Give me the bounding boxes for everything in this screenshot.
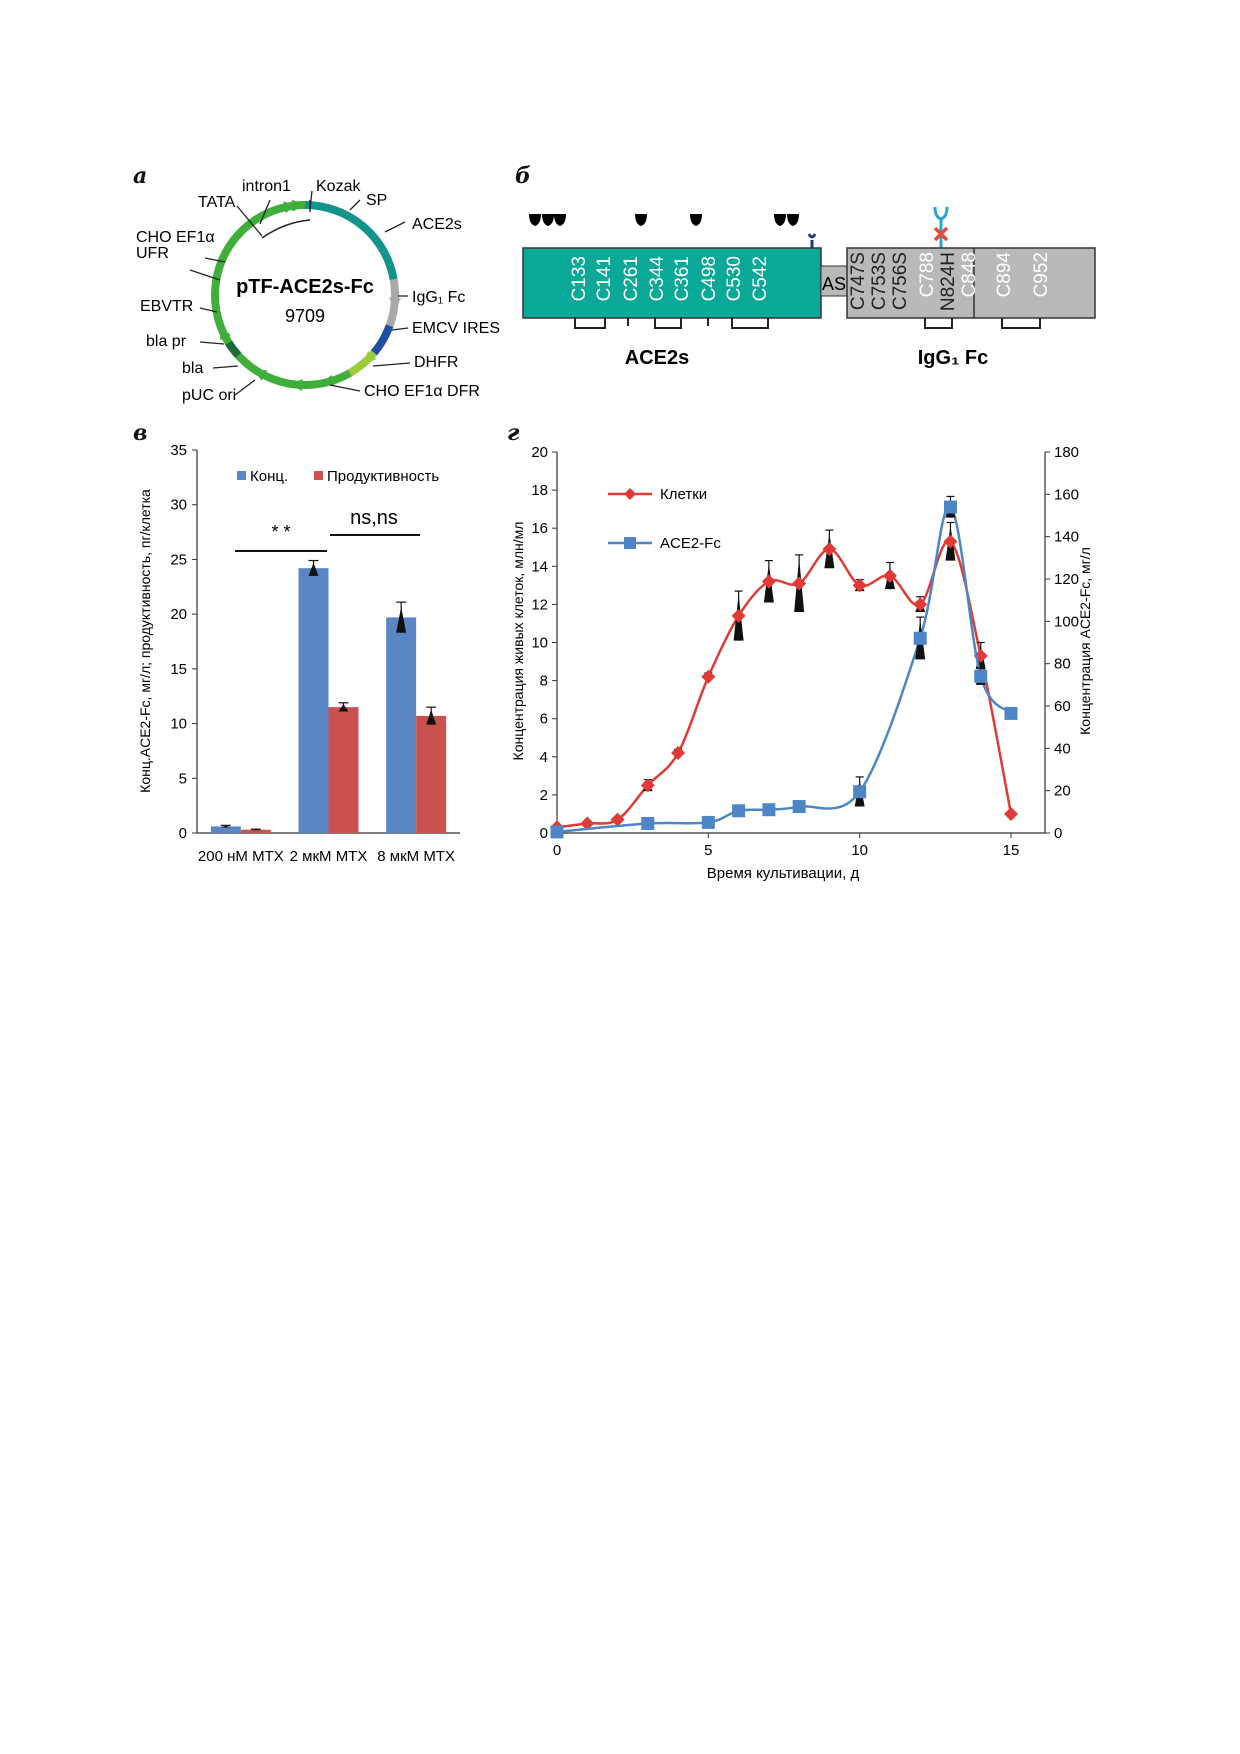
fc-site-label: C952 — [1031, 252, 1052, 298]
ace2s-cys-label: C261 — [621, 256, 642, 302]
plasmid-size: 9709 — [284, 306, 326, 326]
label-ace2s: ACE2s — [412, 216, 462, 233]
fc-site-label: C894 — [994, 252, 1015, 298]
y-tick-label-right: 160 — [1054, 486, 1080, 504]
legend-label: Клетки — [660, 486, 708, 503]
data-point-square — [944, 501, 957, 514]
y-tick-label-right: 80 — [1054, 655, 1071, 673]
data-point-diamond — [732, 609, 746, 623]
panel-letter-d: г — [507, 420, 520, 446]
y-tick-label-left: 10 — [531, 634, 548, 652]
label-kozak: Kozak — [316, 178, 361, 195]
label-tata: TATA — [198, 194, 236, 211]
y-tick-label-left: 20 — [531, 444, 548, 461]
data-point-square — [732, 804, 745, 817]
data-point-square — [793, 800, 806, 813]
plasmid-name: pTF-ACE2s-Fc — [236, 276, 374, 298]
ace2s-cys-label: C542 — [750, 256, 771, 302]
data-point-square — [1005, 707, 1018, 720]
ace2s-cys-label: C133 — [569, 256, 590, 302]
data-point-diamond — [943, 535, 957, 549]
label-ef1a-ufr-2: UFR — [136, 245, 169, 262]
x-category-label: 200 нМ MTX — [197, 848, 284, 865]
data-point-diamond — [1004, 807, 1018, 821]
ace2s-domain-label: ACE2s — [624, 347, 690, 369]
y-tick-label-right: 180 — [1054, 444, 1080, 461]
fc-site-label: C788 — [917, 252, 938, 298]
x-tick-label: 0 — [552, 842, 562, 859]
y-tick-label: 30 — [170, 496, 187, 514]
label-intron1: intron1 — [242, 178, 291, 195]
x-category-label: 2 мкМ MTX — [289, 848, 368, 865]
x-category-label: 8 мкМ MTX — [377, 848, 456, 865]
significance-label: * * — [271, 522, 291, 542]
fc-site-label: N824H — [938, 252, 959, 312]
y-tick-label: 25 — [170, 551, 187, 569]
series-line — [557, 541, 1011, 828]
legend-marker-diamond — [624, 488, 636, 500]
label-sp: SP — [366, 192, 388, 209]
legend-marker-square — [624, 537, 636, 549]
y-tick-label: 5 — [178, 770, 187, 788]
fc-site-label: C756S — [890, 252, 911, 311]
label-ebvtr: EBVTR — [140, 298, 194, 315]
label-bla-pr: bla pr — [146, 333, 187, 350]
y-tick-label-left: 0 — [539, 825, 548, 842]
y-tick-label: 15 — [170, 660, 187, 678]
y-tick-label-left: 18 — [531, 482, 548, 500]
data-point-square — [551, 825, 564, 838]
y-tick-label-left: 12 — [531, 596, 548, 614]
y-tick-label: 10 — [170, 715, 187, 733]
x-tick-label: 10 — [851, 842, 869, 859]
y-tick-label-right: 120 — [1054, 571, 1080, 588]
y-tick-label-right: 20 — [1054, 782, 1071, 800]
data-point-diamond — [671, 746, 685, 760]
panel-letter-b: б — [515, 163, 531, 189]
label-puc-ori: pUC ori — [182, 387, 237, 404]
data-point-square — [641, 817, 654, 830]
linker-label: AS — [821, 274, 847, 294]
data-point-diamond — [701, 670, 715, 684]
y-axis-title-left: Концентрация живых клеток, млн/мл — [510, 521, 526, 761]
label-ef1a-dfr: CHO EF1α DFR — [364, 383, 480, 400]
ace2s-cys-label: C498 — [699, 256, 720, 302]
y-tick-label-right: 100 — [1054, 613, 1080, 631]
ace2s-cys-label: C530 — [724, 256, 745, 302]
label-emcv-ires: EMCV IRES — [412, 320, 501, 337]
x-tick-label: 15 — [1002, 842, 1020, 859]
series-line — [557, 507, 1011, 832]
y-tick-label-left: 4 — [539, 748, 548, 766]
legend-label: Конц. — [250, 468, 289, 485]
fc-site-label: C747S — [848, 252, 869, 311]
data-point-square — [762, 803, 775, 816]
data-point-square — [974, 670, 987, 683]
significance-label: ns,ns — [350, 507, 398, 529]
y-axis-title: Конц.ACE2-Fc, мг/л; продуктивность, пг/клетка — [137, 489, 153, 793]
data-point-diamond — [822, 542, 836, 556]
y-tick-label-left: 2 — [539, 786, 548, 804]
y-axis-title-right: Концентрация ACE2-Fc, мг/л — [1077, 547, 1093, 735]
fc-domain-label: IgG₁ Fc — [917, 347, 989, 369]
label-dhfr: DHFR — [414, 354, 459, 371]
ace2s-cys-label: C344 — [647, 256, 668, 302]
data-point-square — [914, 632, 927, 645]
panel-letter-c: в — [133, 420, 148, 446]
x-tick-label: 5 — [704, 842, 713, 859]
y-tick-label-right: 140 — [1054, 528, 1080, 546]
ace2s-cys-label: C141 — [594, 256, 615, 302]
y-tick-label-right: 60 — [1054, 698, 1071, 715]
label-igg1-fc: IgG₁ Fc — [412, 289, 466, 306]
y-tick-label: 35 — [170, 442, 187, 459]
label-bla: bla — [182, 360, 204, 377]
panel-letter-a: а — [133, 163, 148, 189]
y-tick-label-left: 14 — [531, 558, 548, 576]
ace2s-cys-label: C361 — [672, 256, 693, 302]
data-point-diamond — [762, 575, 776, 589]
legend-label: ACE2-Fc — [660, 535, 721, 552]
y-tick-label-left: 6 — [539, 710, 548, 728]
label-ef1a-ufr-1: CHO EF1α — [136, 229, 215, 246]
fc-site-label: C848 — [959, 252, 980, 298]
y-tick-label-left: 16 — [531, 520, 548, 538]
data-point-square — [853, 785, 866, 798]
legend-label: Продуктивность — [327, 468, 440, 485]
y-tick-label: 20 — [170, 606, 187, 624]
y-tick-label-right: 0 — [1054, 825, 1063, 842]
data-point-square — [702, 816, 715, 829]
y-tick-label-left: 8 — [539, 672, 548, 690]
y-tick-label-right: 40 — [1054, 740, 1071, 758]
x-axis-title: Время культивации, д — [706, 865, 860, 882]
y-tick-label: 0 — [178, 825, 187, 842]
fc-site-label: C753S — [869, 252, 890, 311]
